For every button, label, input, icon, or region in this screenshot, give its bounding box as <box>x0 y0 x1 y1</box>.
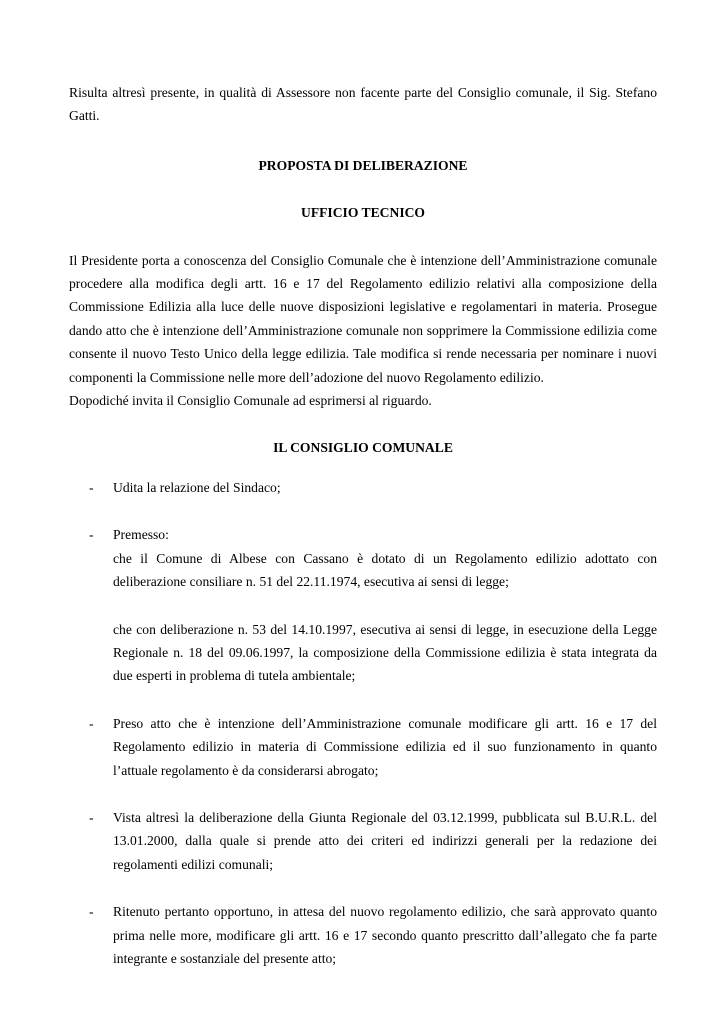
invite-paragraph: Dopodiché invita il Consiglio Comunale ad esprimersi al riguardo. <box>69 393 432 409</box>
list-dash: - <box>89 479 94 495</box>
document-page <box>69 81 657 970</box>
list-dash: - <box>89 904 94 920</box>
list-dash: - <box>89 527 94 543</box>
president-paragraph: Il Presidente porta a conoscenza del Consiglio Comunale che è intenzione dell’Amministrazione comunale procedere alla modifica degli artt. 16 e 17 del Regolamento edilizio relativi alla composizione della Commissione Edilizia alla luce delle nuove disposizioni legislative e regolamentari in materia. Prosegue dando atto che è intenzione dell’Amministrazione comunale non sopprimere la Commissione edilizia come consente il nuovo Testo Unico della legge edilizia. Tale modifica si rende necessaria per nominare i nuovi componenti la Commissione nelle more dell’adozione del nuovo Regolamento edilizio. <box>69 252 657 385</box>
list-item-text: Ritenuto pertanto opportuno, in attesa del nuovo regolamento edilizio, che sarà approvato quanto prima nelle more, modificare gli artt. 16 e 17 secondo quanto prescritto dall’allegato che fa parte integrante e sostanziale del presente atto; <box>113 904 657 966</box>
list-item-text: Udita la relazione del Sindaco; <box>113 479 281 495</box>
intro-paragraph: Risulta altresì presente, in qualità di Assessore non facente parte del Consiglio comunale, il Sig. Stefano Gatti. <box>69 85 657 124</box>
list-item-preso-atto <box>69 712 657 782</box>
list-dash: - <box>89 809 94 825</box>
heading-ufficio-tecnico: UFFICIO TECNICO <box>301 205 425 221</box>
list-item-ritenuto <box>69 900 657 970</box>
list-item-label: Premesso: <box>113 527 169 543</box>
list-item-text: Vista altresì la deliberazione della Giunta Regionale del 03.12.1999, pubblicata sul B.U.R.L. del 13.01.2000, dalla quale si prende atto dei criteri ed indirizzi generali per la redazione dei regolamenti edilizi comunali; <box>113 809 657 872</box>
list-item-text: Preso atto che è intenzione dell’Amministrazione comunale modificare gli artt. 16 e 17 del Regolamento edilizio in materia di Commissione edilizia ed il suo funzionamento in quanto l’attuale regolamento è da considerarsi abrogato; <box>113 715 657 778</box>
list-item-vista <box>69 806 657 876</box>
list-item-subparagraph: che il Comune di Albese con Cassano è dotato di un Regolamento edilizio adottato con deliberazione consiliare n. 51 del 22.11.1974, esecutiva ai sensi di legge; <box>113 550 657 590</box>
list-dash: - <box>89 715 94 731</box>
list-item-premesso <box>69 523 657 687</box>
heading-proposta: PROPOSTA DI DELIBERAZIONE <box>258 157 468 173</box>
list-item-udita <box>69 476 657 499</box>
list-item-subparagraph: che con deliberazione n. 53 del 14.10.1997, esecutiva ai sensi di legge, in esecuzione della Legge Regionale n. 18 del 09.06.1997, la composizione della Commissione edilizia è stata integrata da due esperti in problema di tutela ambientale; <box>113 621 657 684</box>
heading-consiglio-comunale: IL CONSIGLIO COMUNALE <box>273 440 453 456</box>
